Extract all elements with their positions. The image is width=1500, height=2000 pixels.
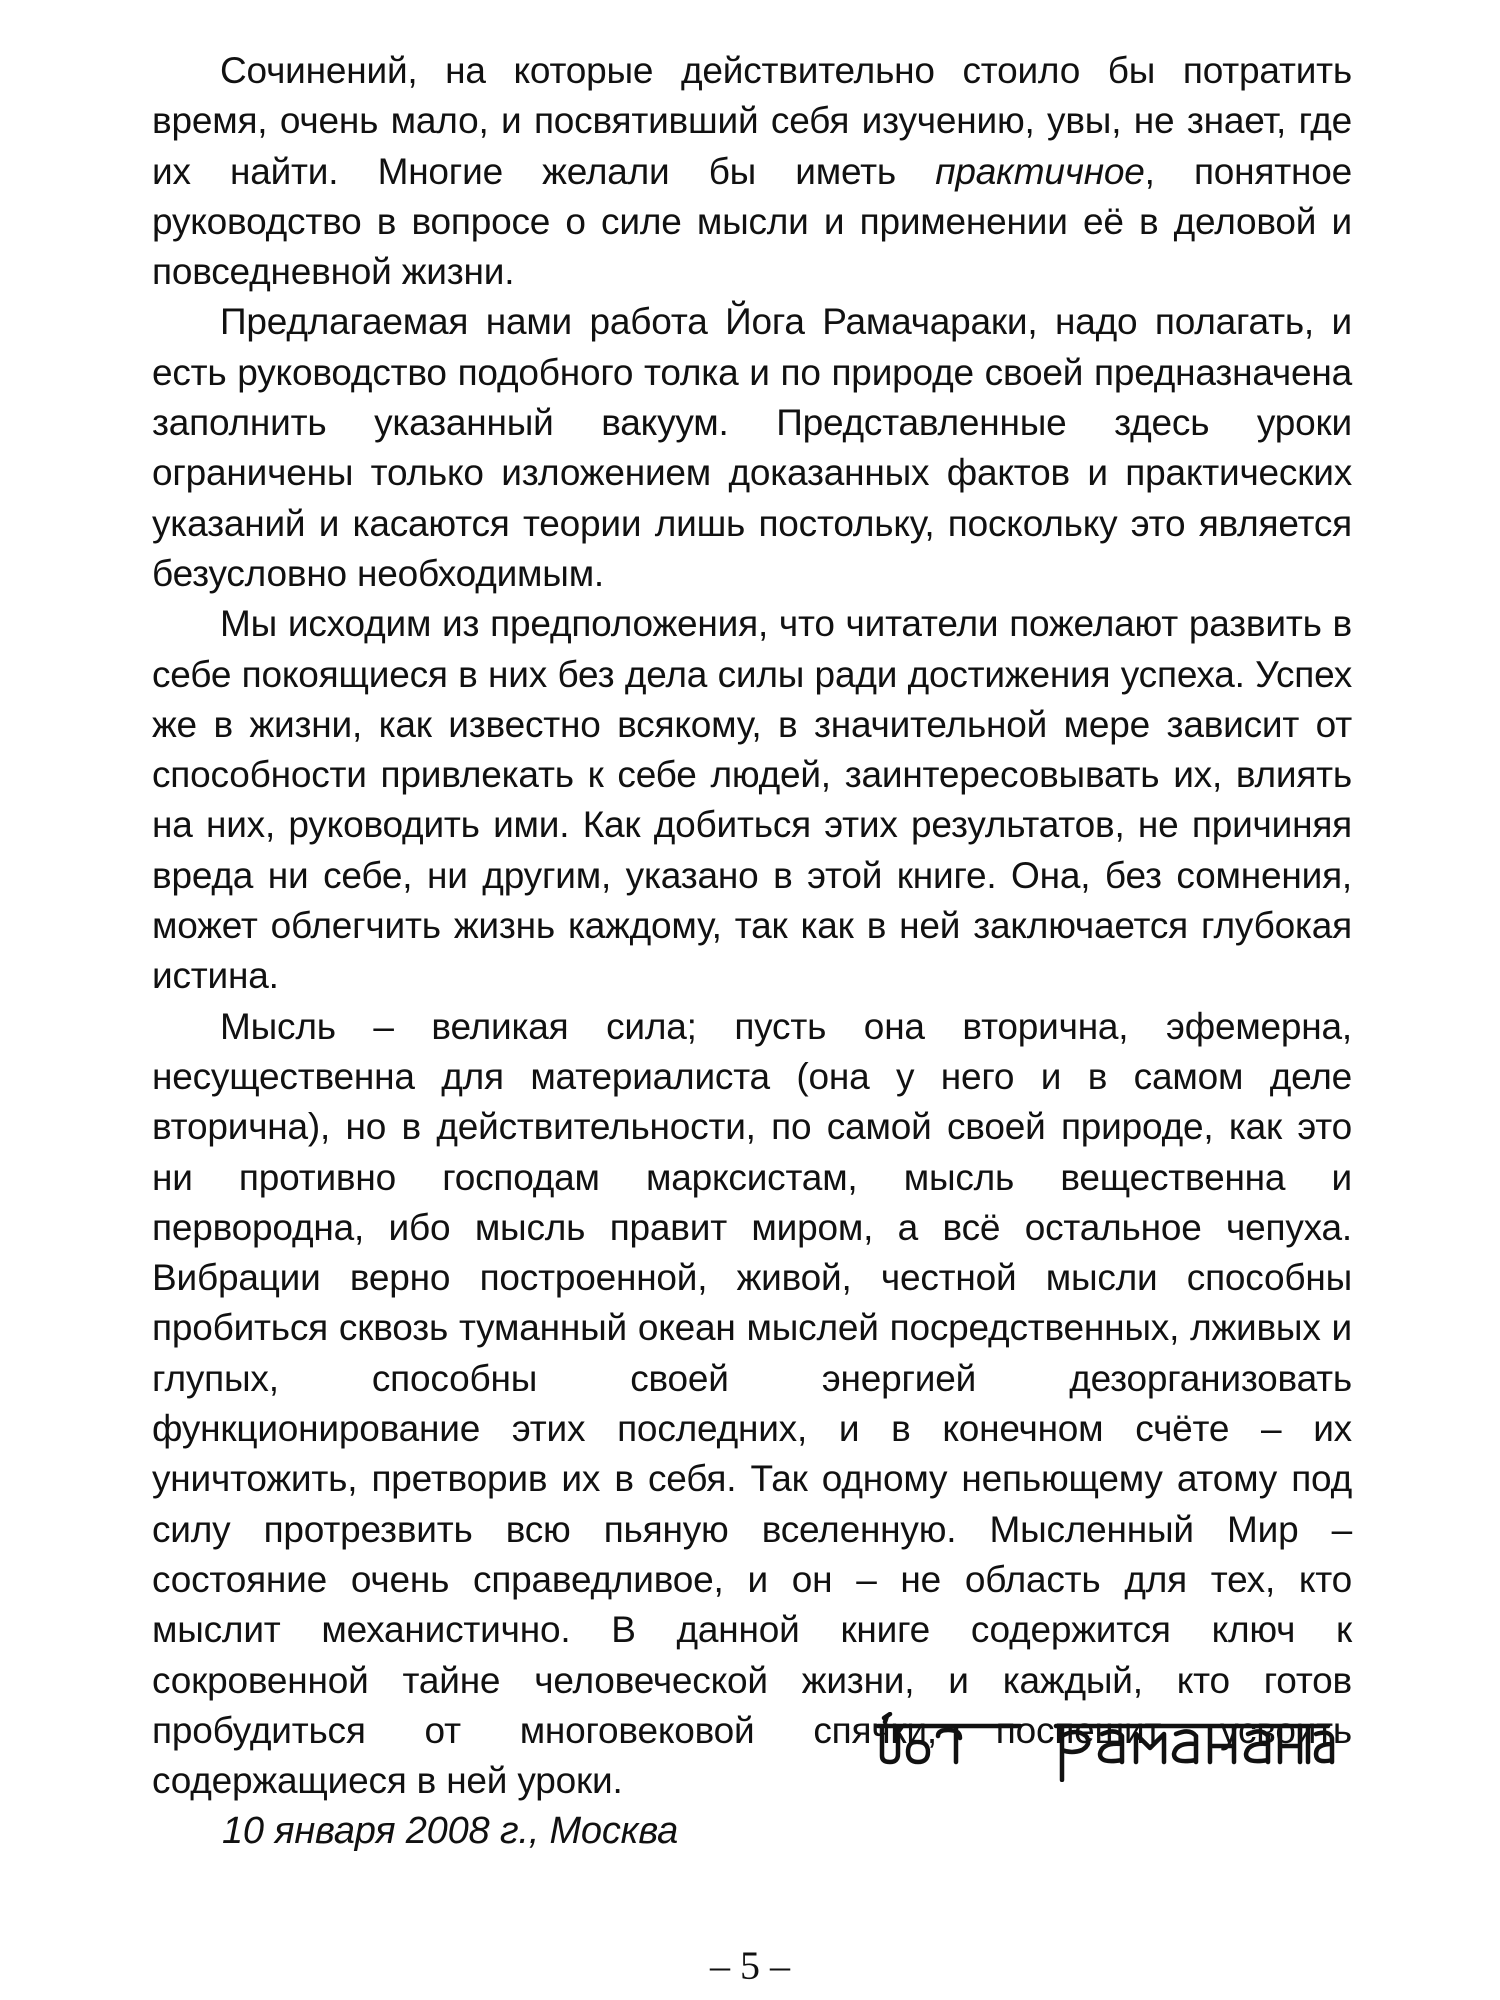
paragraph-2: Предлагаемая нами работа Йога Рамачараки, надо полагать, и есть руководство подобного толка и по природе своей предназначена заполнить указанный вакуум. Представленные здесь уроки ограничены только изложением доказанных фактов и практических указаний и касаются теории лишь постольку, поскольку это является безусловно необходимым. (152, 301, 1352, 594)
date-place: 10 января 2008 г., Москва (222, 1810, 679, 1852)
paragraph-4: Мысль – великая сила; пусть она вторична, эфемерна, несущественна для материалиста (она у него и в самом деле вторична), но в действительности, по самой своей природе, как это ни противно господам марксистам, мысль вещественна и первородна, ибо мысль правит миром, а всё остальное чепуха. Вибрации верно построенной, живой, честной мысли способны пробиться сквозь туманный океан мыслей посредственных, лживых и глупых, способны своей энергией дезорганизовать функционирование этих последних, и в конечном счёте – их уничтожить, претворив их в себя. Так одному непьющему атому под силу протрезвить всю пьяную вселенную. Мысленный Мир – состояние очень справедливое, и он – не область для тех, кто мыслит механистично. В данной книге содержится ключ к сокровенной тайне человеческой жизни, и каждый, кто готов пробудиться от многовековой спячки, поспешит усвоить содержащиеся в ней уроки. (152, 1005, 1352, 1802)
page-number: – 5 – (710, 1943, 790, 1988)
author-signature (870, 1712, 1340, 1782)
paragraph-1 (152, 46, 1352, 297)
paragraph-1-text: Сочинений, на которые действительно стоило бы потратить время, очень мало, и посвятивший себя изучению, увы, не знает, где их найти. Многие желали бы иметь (152, 50, 1352, 192)
paragraph-3: Мы исходим из предположения, что читатели пожелают развить в себе покоящиеся в них без дела силы ради достижения успеха. Успех же в жизни, как известно всякому, в значительной мере зависит от способности привлекать к себе людей, заинтересовывать их, влиять на них, руководить ими. Как добиться этих результатов, не причиняя вреда ни себе, ни другим, указано в этой книге. Она, без сомнения, может облегчить жизнь каждому, так как в ней заключается глубокая истина. (152, 603, 1352, 997)
emphasis-practical: практичное (935, 150, 1145, 192)
paragraph-1-text-end: , понятное руководство в вопросе о силе мысли и применении её в деловой и повседневной жизни. (152, 150, 1352, 293)
preface-text (152, 46, 1352, 1806)
